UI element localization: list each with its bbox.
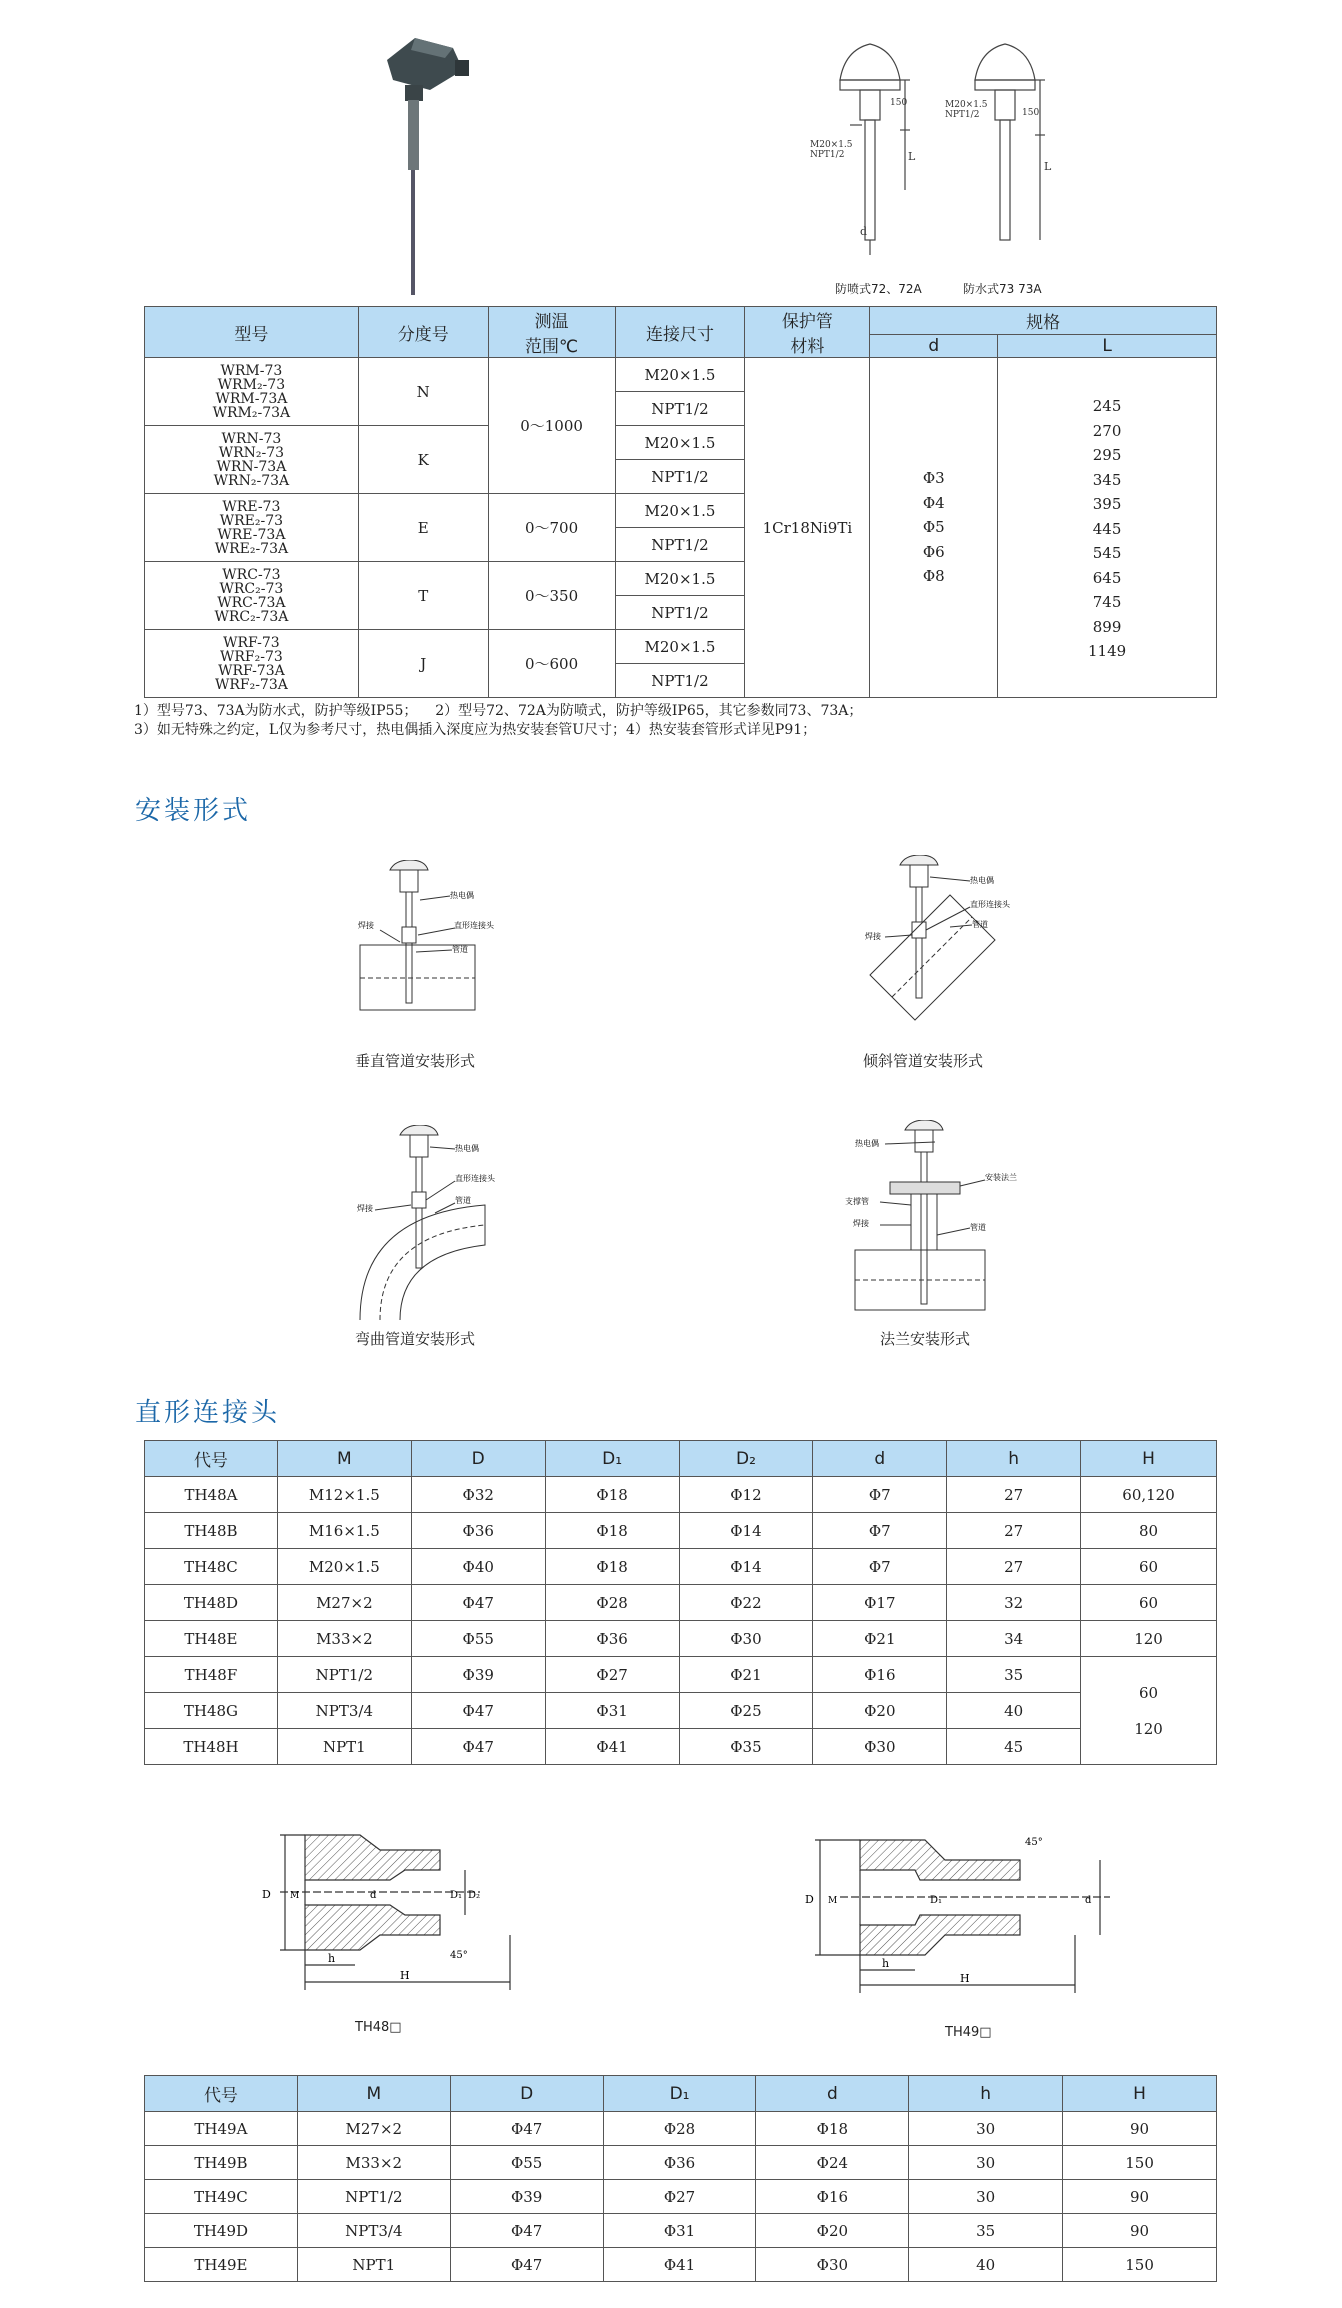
caption-water-type: 防水式73 73A — [963, 282, 1042, 296]
th48-hdr: D₁ — [545, 1441, 679, 1477]
L-values: 245 270 295 345 395 445 545 645 745 899 1149 — [998, 358, 1217, 698]
hdr-grade: 分度号 — [358, 307, 488, 358]
th49-lbl-D: D — [805, 1893, 814, 1906]
lbl-tc: 热电偶 — [455, 1144, 479, 1153]
note-line-1: 1）型号73、73A为防水式，防护等级IP55； 2）型号72、72A为防喷式，防护等级IP65，其它参数同73、73A； — [134, 703, 863, 719]
dim-thread-b: NPT1/2 — [810, 150, 845, 160]
conn-cell: M20×1.5 — [615, 494, 745, 528]
conn-cell: M20×1.5 — [615, 426, 745, 460]
th49-hdr: 代号 — [145, 2076, 298, 2112]
hdr-model: 型号 — [145, 307, 359, 358]
table-row: TH49C NPT1/2 Φ39 Φ27 Φ16 30 90 — [145, 2180, 1217, 2214]
th48-lbl-45: 45° — [450, 1950, 468, 1961]
lbl-pipe: 管道 — [455, 1196, 471, 1205]
conn-cell: NPT1/2 — [615, 392, 745, 426]
inclined-install-drawing — [860, 855, 1040, 1045]
conn-cell: NPT1/2 — [615, 596, 745, 630]
thermocouple-dimension-drawing — [810, 30, 1080, 265]
dim-thread-a: M20×1.5 — [810, 140, 853, 150]
lbl-pipe: 管道 — [452, 945, 468, 954]
th49-lbl-D1: D₁ — [930, 1895, 943, 1906]
caption-bent: 弯曲管道安装形式 — [355, 1330, 476, 1348]
th48-label: TH48□ — [355, 2020, 402, 2035]
th49-table — [144, 2075, 1217, 2282]
table-row: TH49B M33×2 Φ55 Φ36 Φ24 30 150 — [145, 2146, 1217, 2180]
lbl-tc: 热电偶 — [450, 891, 474, 900]
th48-hdr: H — [1081, 1441, 1217, 1477]
lbl-weld: 焊接 — [357, 1204, 373, 1213]
th48-drawing — [250, 1820, 540, 2000]
lbl-support: 支撑管 — [845, 1197, 869, 1206]
grade-j: J — [358, 630, 488, 698]
lbl-straight: 直形连接头 — [970, 900, 1010, 909]
lbl-weld: 焊接 — [865, 932, 881, 941]
vertical-install-drawing — [340, 860, 520, 1040]
th49-drawing — [800, 1825, 1130, 2005]
hdr-L: L — [998, 335, 1217, 358]
th49-lbl-45: 45° — [1025, 1837, 1043, 1848]
lbl-pipe: 管道 — [970, 1223, 986, 1232]
lbl-flange: 安装法兰 — [985, 1173, 1017, 1182]
dim-thread-b2: NPT1/2 — [945, 110, 980, 120]
merged-H: 60 120 — [1081, 1657, 1217, 1765]
th49-lbl-d: d — [1085, 1895, 1092, 1906]
th49-hdr: D₁ — [603, 2076, 756, 2112]
table-row: TH48F NPT1/2 Φ39 Φ27 Φ21 Φ16 35 60 120 — [145, 1657, 1217, 1693]
conn-cell: NPT1/2 — [615, 528, 745, 562]
lbl-tc: 热电偶 — [970, 876, 994, 885]
straight-connector-title: 直形连接头 — [135, 1398, 281, 1428]
th49-lbl-H: H — [960, 1972, 970, 1985]
caption-vertical: 垂直管道安装形式 — [355, 1052, 476, 1070]
table-row: TH49D NPT3/4 Φ47 Φ31 Φ20 35 90 — [145, 2214, 1217, 2248]
th49-hdr: h — [909, 2076, 1063, 2112]
th48-hdr: D — [411, 1441, 545, 1477]
lbl-weld: 焊接 — [358, 921, 374, 930]
table-row: TH48D M27×2 Φ47 Φ28 Φ22 Φ17 32 60 — [145, 1585, 1217, 1621]
th49-hdr: D — [450, 2076, 603, 2112]
hdr-d: d — [870, 335, 998, 358]
models-wre: WRE-73 WRE₂-73 WRE-73A WRE₂-73A — [145, 494, 359, 562]
th49-hdr: H — [1063, 2076, 1217, 2112]
th48-lbl-D: D — [262, 1888, 271, 1901]
dim-d: d — [860, 225, 868, 238]
caption-flange: 法兰安装形式 — [880, 1330, 971, 1348]
conn-cell: NPT1/2 — [615, 460, 745, 494]
hdr-material: 保护管 材料 — [745, 307, 870, 358]
lbl-straight: 直形连接头 — [455, 1174, 495, 1183]
conn-cell: M20×1.5 — [615, 562, 745, 596]
th48-lbl-M: M — [290, 1891, 300, 1901]
dim-L-a: L — [908, 150, 916, 163]
table-row: TH49E NPT1 Φ47 Φ41 Φ30 40 150 — [145, 2248, 1217, 2282]
table-row: TH48H NPT1 Φ47 Φ41 Φ35 Φ30 45 — [145, 1729, 1217, 1765]
table-row: TH48A M12×1.5 Φ32 Φ18 Φ12 Φ7 27 60,120 — [145, 1477, 1217, 1513]
grade-k: K — [358, 426, 488, 494]
th48-hdr: d — [813, 1441, 947, 1477]
hdr-spec: 规格 — [870, 307, 1217, 335]
thermocouple-photo — [375, 30, 485, 300]
lbl-straight: 直形连接头 — [454, 921, 494, 930]
caption-spray-type: 防喷式72、72A — [835, 282, 922, 296]
flange-install-drawing — [845, 1120, 1045, 1320]
grade-n: N — [358, 358, 488, 426]
th49-hdr: d — [756, 2076, 909, 2112]
models-wrf: WRF-73 WRF₂-73 WRF-73A WRF₂-73A — [145, 630, 359, 698]
conn-cell: M20×1.5 — [615, 358, 745, 392]
grade-t: T — [358, 562, 488, 630]
hdr-range: 测温 范围℃ — [488, 307, 615, 358]
lbl-tc: 热电偶 — [855, 1139, 879, 1148]
th49-label: TH49□ — [945, 2025, 992, 2040]
th48-hdr: h — [947, 1441, 1081, 1477]
grade-e: E — [358, 494, 488, 562]
lbl-weld: 焊接 — [853, 1219, 869, 1228]
dim-thread-a2: M20×1.5 — [945, 100, 988, 110]
hdr-conn: 连接尺寸 — [615, 307, 745, 358]
th48-lbl-D2: D₂ — [468, 1890, 481, 1901]
bent-install-drawing — [345, 1125, 515, 1325]
note-line-2: 3）如无特殊之约定，L仅为参考尺寸，热电偶插入深度应为热安装套管U尺寸；4）热安装套管形式详见P91； — [134, 722, 817, 738]
spec-table — [144, 306, 1217, 698]
th48-lbl-D1: D₁ — [450, 1890, 463, 1901]
th49-lbl-M: M — [828, 1896, 838, 1906]
d-values: Φ3 Φ4 Φ5 Φ6 Φ8 — [870, 358, 998, 698]
table-row: TH48C M20×1.5 Φ40 Φ18 Φ14 Φ7 27 60 — [145, 1549, 1217, 1585]
table-row: TH48G NPT3/4 Φ47 Φ31 Φ25 Φ20 40 — [145, 1693, 1217, 1729]
th48-hdr: M — [277, 1441, 411, 1477]
models-wrm: WRM-73 WRM₂-73 WRM-73A WRM₂-73A — [145, 358, 359, 426]
caption-inclined: 倾斜管道安装形式 — [863, 1052, 984, 1070]
range-350: 0～350 — [488, 562, 615, 630]
range-600: 0～600 — [488, 630, 615, 698]
dim-150-b: 150 — [1022, 108, 1040, 118]
conn-cell: NPT1/2 — [615, 664, 745, 698]
models-wrc: WRC-73 WRC₂-73 WRC-73A WRC₂-73A — [145, 562, 359, 630]
table-row: TH49A M27×2 Φ47 Φ28 Φ18 30 90 — [145, 2112, 1217, 2146]
range-1000: 0～1000 — [488, 358, 615, 494]
lbl-pipe: 管道 — [972, 920, 988, 929]
th48-lbl-d: d — [370, 1890, 377, 1901]
th49-lbl-h: h — [882, 1957, 890, 1970]
dim-L-b: L — [1044, 160, 1052, 173]
th49-hdr: M — [297, 2076, 450, 2112]
install-title: 安装形式 — [135, 796, 252, 826]
th48-hdr: D₂ — [679, 1441, 813, 1477]
th48-hdr: 代号 — [145, 1441, 278, 1477]
range-700: 0～700 — [488, 494, 615, 562]
conn-cell: M20×1.5 — [615, 630, 745, 664]
table-row: TH48E M33×2 Φ55 Φ36 Φ30 Φ21 34 120 — [145, 1621, 1217, 1657]
dim-150-a: 150 — [890, 98, 908, 108]
material-cell: 1Cr18Ni9Ti — [745, 358, 870, 698]
table-row: TH48B M16×1.5 Φ36 Φ18 Φ14 Φ7 27 80 — [145, 1513, 1217, 1549]
th48-table — [144, 1440, 1217, 1765]
models-wrn: WRN-73 WRN₂-73 WRN-73A WRN₂-73A — [145, 426, 359, 494]
th48-lbl-H: H — [400, 1969, 410, 1982]
th48-lbl-h: h — [328, 1952, 336, 1965]
